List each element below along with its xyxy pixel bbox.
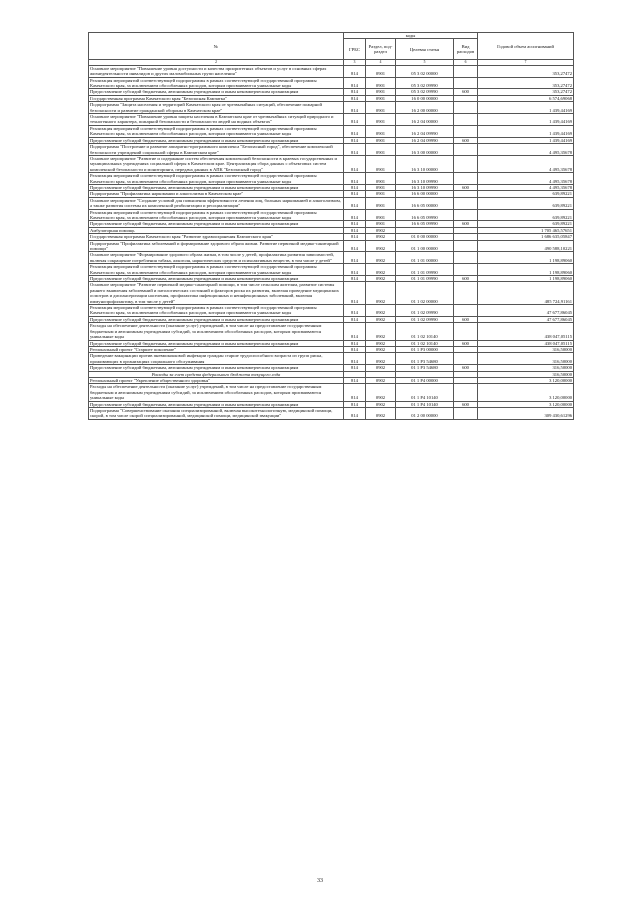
- row-expense-type: [454, 353, 478, 365]
- row-expense-type: [454, 407, 478, 419]
- row-razdel: 0901: [366, 77, 396, 89]
- row-expense-type: [454, 323, 478, 340]
- row-amount: 1 439,44169: [478, 125, 574, 137]
- row-name: Основное мероприятие "Создание условий для повышения эффективности лечения лиц, больных наркоманией и алкоголизмом, а также развития системы их комплексной реабилитации и ресоциализации": [89, 197, 344, 209]
- index-cell: 7: [478, 60, 574, 65]
- row-amount: 438 047,05115: [478, 323, 574, 340]
- row-name: Предоставление субсидий бюджетным, автономным учреждениям и иным некоммерческим организациям: [89, 340, 344, 346]
- row-razdel: 0901: [366, 209, 396, 221]
- table-row: [89, 282, 574, 305]
- row-razdel: 0902: [366, 377, 396, 383]
- row-name: Реализация мероприятий соответствующей подпрограммы в рамках соответствующей государственной программы Камчатского края, за исключением обособленных расходов, которым присваиваются уникальные коды: [89, 209, 344, 221]
- row-name: Региональный проект "Старшее поколение": [89, 346, 344, 352]
- row-expense-type: [454, 77, 478, 89]
- row-amount: 4 495,35678: [478, 144, 574, 156]
- row-expense-type: [454, 384, 478, 401]
- row-amount: 3 120,00000: [478, 401, 574, 407]
- row-expense-type: 600: [454, 89, 478, 95]
- row-expense-type: [454, 282, 478, 305]
- row-razdel: 0902: [366, 234, 396, 240]
- row-amount: 47 677,86045: [478, 316, 574, 322]
- table-row: [89, 114, 574, 126]
- row-target-article: 16 3 00 00000: [396, 144, 454, 156]
- row-amount: 1 439,44169: [478, 102, 574, 114]
- row-target-article: 01 1 P4 10140: [396, 384, 454, 401]
- row-grbs: 814: [344, 384, 366, 401]
- row-grbs: 814: [344, 227, 366, 233]
- row-target-article: 01 1 02 10140: [396, 323, 454, 340]
- row-razdel: 0901: [366, 197, 396, 209]
- row-razdel: 0902: [366, 227, 396, 233]
- row-amount: 353,27472: [478, 89, 574, 95]
- row-razdel: 0901: [366, 102, 396, 114]
- row-razdel: 0901: [366, 95, 396, 101]
- row-name: Государственная программа Камчатского края "Развитие здравоохранения Камчатского края": [89, 234, 344, 240]
- row-name: Государственная программа Камчатского края "Безопасная Камчатка": [89, 95, 344, 101]
- table-row: [89, 384, 574, 401]
- row-grbs: 814: [344, 401, 366, 407]
- row-grbs: 814: [344, 191, 366, 197]
- header-target-article: Целевая статья: [396, 39, 454, 60]
- row-name: Амбулаторная помощь: [89, 227, 344, 233]
- row-expense-type: [454, 173, 478, 185]
- budget-allocation-table: [88, 32, 574, 420]
- row-name: Предоставление субсидий бюджетным, автономным учреждениям и иным некоммерческим организациям: [89, 137, 344, 143]
- table-row: [89, 252, 574, 264]
- row-amount: 485 724,91161: [478, 282, 574, 305]
- row-name: Подпрограмма "Профилактика наркомании и алкоголизма в Камчатском крае": [89, 191, 344, 197]
- row-name: Проведение вакцинации против пневмококковой инфекции граждан старше трудоспособного возраста из групп риска, проживающих в организациях социального обслуживания: [89, 353, 344, 365]
- row-grbs: 814: [344, 184, 366, 190]
- budget-table-sheet: [88, 32, 573, 420]
- row-target-article: 16 6 00 00000: [396, 191, 454, 197]
- row-name: Предоставление субсидий бюджетным, автономным учреждениям и иным некоммерческим организациям: [89, 316, 344, 322]
- table-row: [89, 209, 574, 221]
- row-expense-type: 600: [454, 340, 478, 346]
- row-name: Региональный проект "Укрепление общественного здоровья": [89, 377, 344, 383]
- row-target-article: 16 3 10 09990: [396, 184, 454, 190]
- row-grbs: 814: [344, 102, 366, 114]
- row-grbs: 814: [344, 221, 366, 227]
- row-amount: 47 677,86045: [478, 305, 574, 317]
- row-razdel: 0902: [366, 240, 396, 252]
- row-target-article: 16 3 10 09990: [396, 173, 454, 185]
- header-razdel: Раздел, под- раздел: [366, 39, 396, 60]
- row-amount: 1 439,44169: [478, 114, 574, 126]
- row-amount: 3 120,00000: [478, 384, 574, 401]
- row-razdel: 0901: [366, 89, 396, 95]
- row-name: Расходы на обеспечение деятельности (оказание услуг) учреждений, в том числе на предоставление государственным бюджетным и автономным учреждениям субсидий, за исключением обособленных расходов, которым присваиваются уникальные коды: [89, 323, 344, 340]
- row-grbs: 814: [344, 340, 366, 346]
- row-name: Расходы на обеспечение деятельности (оказание услуг) учреждений, в том числе на предоставление государственным бюджетным и автономным учреждениям субсидий, за исключением обособленных расходов, которым присваиваются уникальные коды: [89, 384, 344, 401]
- row-amount: 639,89221: [478, 197, 574, 209]
- row-expense-type: 600: [454, 276, 478, 282]
- row-expense-type: [454, 209, 478, 221]
- header-grbs: ГРБС: [344, 39, 366, 60]
- row-expense-type: [454, 240, 478, 252]
- row-razdel: 0901: [366, 155, 396, 172]
- row-name: Предоставление субсидий бюджетным, автономным учреждениям и иным некоммерческим организациям: [89, 184, 344, 190]
- row-expense-type: 600: [454, 137, 478, 143]
- index-cell: 5: [396, 60, 454, 65]
- row-name: Основное мероприятие "Повышение уровня защиты населения в Камчатском крае от чрезвычайных ситуаций природного и техногенного характера, пожарной безопасности и безопасности людей на водных объектах": [89, 114, 344, 126]
- row-name: Реализация мероприятий соответствующей подпрограммы в рамках соответствующей государственной программы Камчатского края, за исключением обособленных расходов, которым присваиваются уникальные коды: [89, 125, 344, 137]
- index-cell: 6: [454, 60, 478, 65]
- row-expense-type: [454, 114, 478, 126]
- row-target-article: 16 6 05 00000: [396, 197, 454, 209]
- row-grbs: 814: [344, 252, 366, 264]
- row-name: Реализация мероприятий соответствующей подпрограммы в рамках соответствующей государственной программы Камчатского края, за исключением обособленных расходов, которым присваиваются уникальные коды: [89, 77, 344, 89]
- header-expense-type: Вид расходов: [454, 39, 478, 60]
- row-grbs: 814: [344, 353, 366, 365]
- row-razdel: 0902: [366, 316, 396, 322]
- table-row: [89, 144, 574, 156]
- row-razdel: 0902: [366, 282, 396, 305]
- table-body: [89, 65, 574, 419]
- row-amount: 438 047,05115: [478, 340, 574, 346]
- row-name: Подпрограмма "Построение и развитие аппаратно-программного комплекса "Безопасный город", обеспечение комплексной безопасности учреждений социальной сферы в Камчатском крае": [89, 144, 344, 156]
- row-target-article: 16 2 04 00000: [396, 114, 454, 126]
- row-grbs: 814: [344, 155, 366, 172]
- row-name: Основное мероприятие "Повышение уровня доступности и качества приоритетных объектов и услуг в основных сферах жизнедеятельности инвалидов и других маломобильных групп населения": [89, 65, 344, 77]
- row-amount: 639,89221: [478, 209, 574, 221]
- row-expense-type: 600: [454, 365, 478, 371]
- row-target-article: 01 1 P4 10140: [396, 401, 454, 407]
- index-cell: 3: [344, 60, 366, 65]
- row-razdel: 0901: [366, 173, 396, 185]
- row-grbs: 814: [344, 209, 366, 221]
- row-grbs: 814: [344, 377, 366, 383]
- row-target-article: 01 1 P3 00000: [396, 346, 454, 352]
- row-name: Реализация мероприятий соответствующей подпрограммы в рамках соответствующей государственной программы Камчатского края, за исключением обособленных расходов, которым присваиваются уникальные коды: [89, 305, 344, 317]
- row-name: Предоставление субсидий бюджетным, автономным учреждениям и иным некоммерческим организациям: [89, 89, 344, 95]
- row-grbs: 814: [344, 114, 366, 126]
- row-razdel: 0902: [366, 365, 396, 371]
- row-grbs: 814: [344, 137, 366, 143]
- row-amount: 4 495,35678: [478, 173, 574, 185]
- row-expense-type: 600: [454, 184, 478, 190]
- row-expense-type: 600: [454, 221, 478, 227]
- row-expense-type: [454, 264, 478, 276]
- row-name: Реализация мероприятий соответствующей подпрограммы в рамках соответствующей государственной программы Камчатского края, за исключением обособленных расходов, которым присваиваются уникальные коды: [89, 264, 344, 276]
- row-target-article: 01 2 00 00000: [396, 407, 454, 419]
- row-razdel: 0902: [366, 252, 396, 264]
- row-target-article: 01 1 P3 54680: [396, 365, 454, 371]
- row-razdel: 0902: [366, 340, 396, 346]
- row-expense-type: [454, 125, 478, 137]
- row-razdel: 0902: [366, 407, 396, 419]
- row-name: Подпрограмма "Защита населения и территорий Камчатского края от чрезвычайных ситуаций, обеспечение пожарной безопасности и развитие гражданской обороны в Камчатском крае": [89, 102, 344, 114]
- row-name: Реализация мероприятий соответствующей подпрограммы в рамках соответствующей государственной программы Камчатского края, за исключением обособленных расходов, которым присваиваются уникальные коды: [89, 173, 344, 185]
- row-target-article: 01 1 02 09990: [396, 305, 454, 317]
- table-row: [89, 102, 574, 114]
- header-amount: Годовой объем ассигнований: [478, 33, 574, 60]
- row-amount: 316,50000: [478, 353, 574, 365]
- row-expense-type: [454, 305, 478, 317]
- row-razdel: 0901: [366, 191, 396, 197]
- row-amount: 1 705 465,57651: [478, 227, 574, 233]
- row-name: Расходы за счет средств федерального бюджета текущего года: [89, 371, 344, 377]
- row-expense-type: 600: [454, 316, 478, 322]
- row-grbs: 814: [344, 365, 366, 371]
- row-target-article: 01 1 01 09990: [396, 276, 454, 282]
- page-number: 33: [317, 878, 323, 884]
- row-target-article: 05 3 02 09990: [396, 77, 454, 89]
- row-amount: 1 198,89060: [478, 264, 574, 276]
- row-grbs: 814: [344, 197, 366, 209]
- row-name: Основное мероприятие "Развитие первичной медико-санитарной помощи, в том числе сельским жителям, развитие системы раннего выявления заболеваний и патологических состояний и факторов риска их развития, включая проведение медицинских осмотров и диспансеризации населения, профилактика инфекционных и неинфекционных заболеваний, включая иммунопрофилактику, в том числе у детей": [89, 282, 344, 305]
- table-row: [89, 125, 574, 137]
- row-amount: 353,27472: [478, 65, 574, 77]
- row-grbs: 814: [344, 65, 366, 77]
- row-target-article: 01 1 P3 54680: [396, 353, 454, 365]
- row-amount: 1 198,89060: [478, 276, 574, 282]
- row-razdel: 0902: [366, 353, 396, 365]
- row-amount: 316,50000: [478, 346, 574, 352]
- index-cell: 4: [366, 60, 396, 65]
- row-target-article: 16 3 10 00000: [396, 155, 454, 172]
- row-amount: 1 686 635,05847: [478, 234, 574, 240]
- row-razdel: 0901: [366, 144, 396, 156]
- row-grbs: 814: [344, 234, 366, 240]
- row-razdel: 0901: [366, 137, 396, 143]
- row-expense-type: [454, 144, 478, 156]
- row-grbs: 814: [344, 89, 366, 95]
- row-amount: 316,50000: [478, 365, 574, 371]
- row-amount: 639,89221: [478, 221, 574, 227]
- table-row: [89, 353, 574, 365]
- row-target-article: 16 2 04 09990: [396, 125, 454, 137]
- row-target-article: 05 3 02 00000: [396, 65, 454, 77]
- row-grbs: 814: [344, 144, 366, 156]
- row-target-article: 01 1 02 10140: [396, 340, 454, 346]
- row-grbs: 814: [344, 77, 366, 89]
- row-amount: 353,27472: [478, 77, 574, 89]
- header-codes: коды: [344, 33, 478, 39]
- row-name: Предоставление субсидий бюджетным, автономным учреждениям и иным некоммерческим организациям: [89, 401, 344, 407]
- row-razdel: 0901: [366, 65, 396, 77]
- row-grbs: 814: [344, 323, 366, 340]
- row-grbs: 814: [344, 282, 366, 305]
- row-amount: 4 495,35678: [478, 155, 574, 172]
- row-expense-type: 600: [454, 401, 478, 407]
- table-row: [89, 155, 574, 172]
- row-grbs: 814: [344, 305, 366, 317]
- row-amount: 1 198,89060: [478, 252, 574, 264]
- row-razdel: 0902: [366, 264, 396, 276]
- row-grbs: 814: [344, 240, 366, 252]
- row-amount: 309 430,61296: [478, 407, 574, 419]
- row-razdel: 0902: [366, 305, 396, 317]
- row-target-article: 01 1 01 09990: [396, 264, 454, 276]
- row-razdel: 0902: [366, 384, 396, 401]
- row-razdel: 0901: [366, 125, 396, 137]
- row-name: Основное мероприятие "Развитие и содержание систем обеспечения комплексной безопасности в краевых государственных и муниципальных учреждениях социальной сферы в Камчатском крае. Централизация сбора данных с объектовых систем комплексной безопасности и мониторинга, передача данных в АПК "Безопасный город": [89, 155, 344, 172]
- row-razdel: 0902: [366, 346, 396, 352]
- row-target-article: 01 1 02 00000: [396, 282, 454, 305]
- index-cell: 2: [89, 60, 344, 65]
- table-row: [89, 197, 574, 209]
- row-name: Подпрограмма "Совершенствование оказания специализированной, включая высокотехнологичную, медицинской помощи, скорой, в том числе скорой специализированной, медицинской помощи, медицинской эвакуации": [89, 407, 344, 419]
- row-target-article: 16 6 05 09990: [396, 209, 454, 221]
- row-grbs: 814: [344, 276, 366, 282]
- row-razdel: 0902: [366, 276, 396, 282]
- row-expense-type: [454, 102, 478, 114]
- table-row: [89, 305, 574, 317]
- row-target-article: 16 6 05 09990: [396, 221, 454, 227]
- row-razdel: 0902: [366, 401, 396, 407]
- header-name-column: №: [89, 33, 344, 60]
- row-expense-type: [454, 155, 478, 172]
- row-razdel: 0902: [366, 323, 396, 340]
- row-name: Предоставление субсидий бюджетным, автономным учреждениям и иным некоммерческим организациям: [89, 365, 344, 371]
- row-amount: 490 588,10221: [478, 240, 574, 252]
- table-row: [89, 323, 574, 340]
- row-target-article: 01 0 00 00000: [396, 234, 454, 240]
- row-grbs: 814: [344, 407, 366, 419]
- row-razdel: 0901: [366, 221, 396, 227]
- row-razdel: 0901: [366, 114, 396, 126]
- table-row: [89, 264, 574, 276]
- row-target-article: 05 3 02 09990: [396, 89, 454, 95]
- row-grbs: 814: [344, 173, 366, 185]
- row-target-article: 16 0 00 00000: [396, 95, 454, 101]
- row-expense-type: [454, 252, 478, 264]
- row-target-article: 16 2 04 09990: [396, 137, 454, 143]
- row-expense-type: [454, 65, 478, 77]
- table-row: [89, 65, 574, 77]
- table-row: [89, 77, 574, 89]
- row-name: Подпрограмма "Профилактика заболеваний и формирование здорового образа жизни. Развитие первичной медико-санитарной помощи": [89, 240, 344, 252]
- row-name: Предоставление субсидий бюджетным, автономным учреждениям и иным некоммерческим организациям: [89, 221, 344, 227]
- row-target-article: 01 1 P4 00000: [396, 377, 454, 383]
- table-row: [89, 240, 574, 252]
- row-amount: 6 574,69068: [478, 95, 574, 101]
- row-amount: 1 439,44169: [478, 137, 574, 143]
- row-name: Основное мероприятие "Формирование здорового образа жизни, в том числе у детей, профилактика развития зависимостей, включая сокращение потребления табака, алкоголя, наркотических средств и психоактивных веществ, в том числе у детей": [89, 252, 344, 264]
- row-grbs: 814: [344, 125, 366, 137]
- table-row: [89, 407, 574, 419]
- row-name: Предоставление субсидий бюджетным, автономным учреждениям и иным некоммерческим организациям: [89, 276, 344, 282]
- row-grbs: 814: [344, 316, 366, 322]
- row-amount: 639,89221: [478, 191, 574, 197]
- table-row: [89, 173, 574, 185]
- row-target-article: 01 1 01 00000: [396, 252, 454, 264]
- row-target-article: 01 1 02 09990: [396, 316, 454, 322]
- row-grbs: 814: [344, 95, 366, 101]
- row-grbs: 814: [344, 264, 366, 276]
- row-amount: 316,50000: [478, 371, 574, 377]
- row-target-article: 01 1 00 00000: [396, 240, 454, 252]
- row-razdel: 0901: [366, 184, 396, 190]
- row-grbs: 814: [344, 346, 366, 352]
- row-amount: 4 495,35678: [478, 184, 574, 190]
- row-expense-type: [454, 197, 478, 209]
- row-amount: 3 120,00000: [478, 377, 574, 383]
- row-target-article: 16 2 00 00000: [396, 102, 454, 114]
